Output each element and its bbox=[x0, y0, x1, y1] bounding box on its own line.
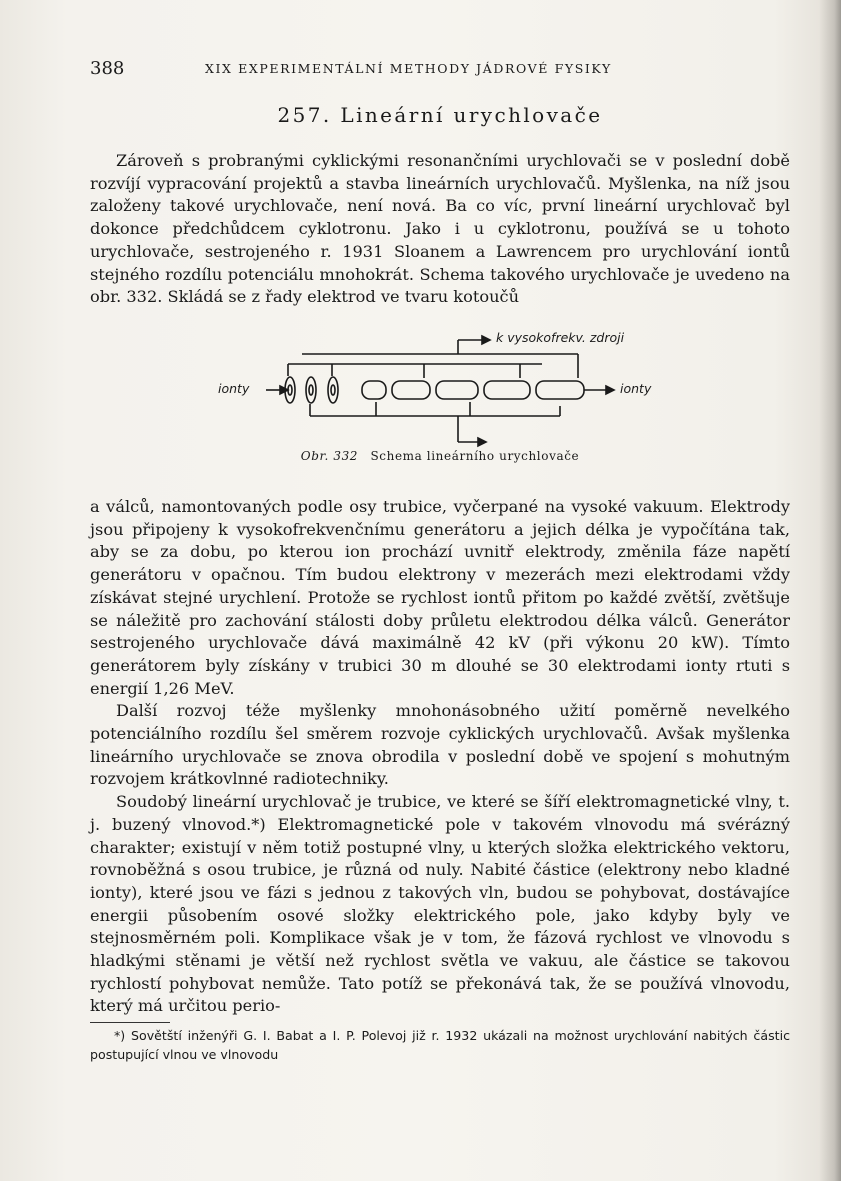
supply-arrow-head bbox=[482, 336, 490, 344]
electrode-disc bbox=[306, 377, 316, 403]
footnote-rule bbox=[90, 1022, 170, 1023]
paragraph: Soudobý lineární urychlovač je trubice, ve které se šíří elektromagnetické vlny, t. j. buzený vlnovod.*) Elektromagnetické pole v takovém vlnovodu má svérázný charakter; existují v něm totiž postupné vlny, u kterých složka elektrického vektoru, rovnoběžná s osou trubice, je různá od nuly. Nabité částice (elektrony nebo kladné ionty), které jsou ve fázi s jednou z takových vln, budou se pohybovat, dostávajíce energii působením osové složky elektrického pole, jako kdyby byly ve stejnosměrném poli. Komplikace však je v tom, že fázová rychlost ve vlnovodu s hladkými stěnami je větší než rychlost světla ve vakuu, ale částice se takovou rychlostí pohybovat nemůže. Tato potíž se překonává tak, že se používá vlnovodu, který má určitou perio- bbox=[90, 792, 790, 1016]
paragraph: Další rozvoj téže myšlenky mnohonásobného užití poměrně nevelkého potenciálního rozdílu šel směrem rozvoje cyklických urychlovačů. Avšak myšlenka lineárního urychlovače se znova obrodila v poslední době ve spojení s mohutným rozvojem krátkovlnné radiotechniky. bbox=[90, 701, 790, 789]
electrode-disc-hole bbox=[331, 385, 335, 395]
electrode-cylinder bbox=[436, 381, 478, 399]
page-number: 388 bbox=[90, 58, 125, 79]
footnote-text: *) Sovětští inženýři G. I. Babat a I. P. Polevoj již r. 1932 ukázali na možnost urychlování nabitých částic postupující vlnou ve vlnovodu bbox=[90, 1028, 790, 1062]
footnote bbox=[90, 1026, 790, 1064]
paragraph: a válců, namontovaných podle osy trubice, vyčerpané na vysoké vakuum. Elektrody jsou připojeny k vysokofrekvenčnímu generátoru a jejich délka je vypočítána tak, aby se za dobu, po kterou ion prochází uvnitř elektrody, změnila fáze napětí generátoru v opačnou. Tím budou elektrony v mezerách mezi elektrodami vždy získávat stejné urychlení. Protože se rychlost iontů přitom po každé zvětší, zvětšuje se náležitě pro zachování stálosti doby průletu elektrodou délka válců. Generátor sestrojeného urychlovače dává maximálně 42 kV (při výkonu 20 kW). Tímto generátorem byly získány v trubici 30 m dlouhé se 30 elektrodami ionty rtuti s energií 1,26 MeV. bbox=[90, 497, 790, 698]
label-ions-out: ionty bbox=[620, 381, 652, 396]
caption-prefix: Obr. 332 bbox=[300, 449, 359, 463]
accelerator-diagram bbox=[180, 318, 680, 468]
ion-beam-in-head bbox=[280, 386, 288, 394]
running-head bbox=[90, 58, 790, 82]
electrode-cylinder bbox=[362, 381, 386, 399]
electrode-cylinder bbox=[392, 381, 430, 399]
electrode-disc bbox=[328, 377, 338, 403]
electrode-cylinder bbox=[536, 381, 584, 399]
supply-lead-bottom-head bbox=[478, 438, 486, 446]
page-edge-shadow bbox=[819, 0, 841, 1181]
body-text-after-figure bbox=[90, 496, 790, 1018]
electrode-disc-hole bbox=[309, 385, 313, 395]
ion-beam-out-head bbox=[606, 386, 614, 394]
body-text-before-figure bbox=[90, 150, 790, 309]
label-ions-in: ionty bbox=[218, 381, 250, 396]
electrode-cylinder bbox=[484, 381, 530, 399]
caption-text: Schema lineárního urychlovače bbox=[370, 449, 580, 463]
paragraph: Zároveň s probranými cyklickými resonančními urychlovači se v poslední době rozvíjí vypracování projektů a stavba lineárních urychlovačů. Myšlenka, na níž jsou založeny takové urychlovače, není nová. Ba co víc, první lineární urychlovač byl dokonce předchůdcem cyklotronu. Jako i u cyklotronu, používá se u tohoto urychlovače, sestrojeného r. 1931 Sloanem a Lawrencem pro urychlování iontů stejného rozdílu potenciálu mnohokrát. Schema takového urychlovače je uvedeno na obr. 332. Skládá se z řady elektrod ve tvaru kotoučů bbox=[90, 151, 790, 307]
label-supply: k vysokofrekv. zdroji bbox=[496, 330, 625, 345]
running-title: XIX EXPERIMENTÁLNÍ METHODY JÁDROVÉ FYSIKY bbox=[205, 61, 612, 76]
figure-caption bbox=[90, 449, 790, 463]
electrode-disc-hole bbox=[288, 385, 292, 395]
section-heading: 257. Lineární urychlovače bbox=[277, 103, 603, 127]
